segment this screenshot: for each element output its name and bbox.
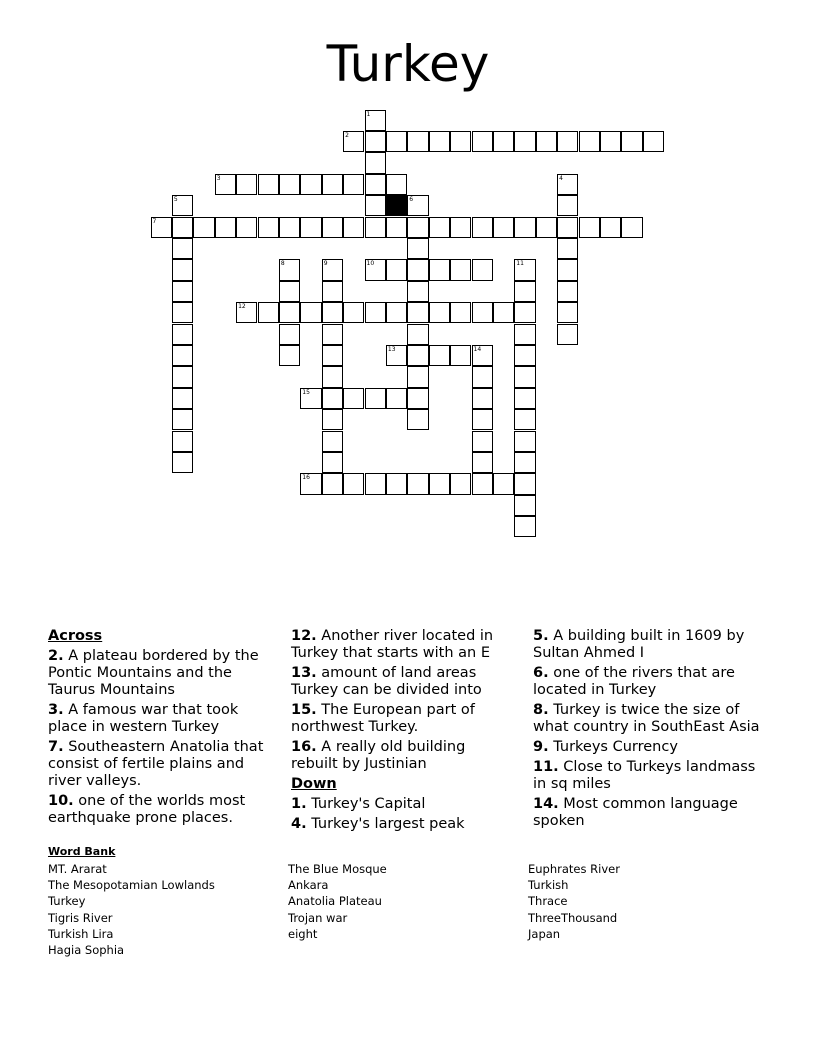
grid-cell[interactable] (300, 302, 321, 323)
grid-cell[interactable] (493, 473, 514, 494)
grid-cell[interactable] (343, 174, 364, 195)
word-bank-item: Ankara (288, 878, 329, 893)
grid-cell[interactable] (514, 409, 535, 430)
clue-number: 2 (345, 131, 349, 139)
grid-cell[interactable] (579, 217, 600, 238)
grid-cell[interactable] (365, 174, 386, 195)
grid-cell[interactable] (279, 345, 300, 366)
grid-cell[interactable] (514, 516, 535, 537)
grid-cell[interactable] (407, 131, 428, 152)
grid-cell[interactable] (429, 473, 450, 494)
grid-cell[interactable] (450, 217, 471, 238)
grid-cell[interactable] (450, 259, 471, 280)
grid-cell[interactable] (407, 366, 428, 387)
grid-cell[interactable] (450, 345, 471, 366)
grid-cell[interactable] (322, 281, 343, 302)
down-clue-4: 4. Turkey's largest peak (291, 816, 465, 832)
grid-cell[interactable] (557, 174, 578, 195)
grid-cell[interactable] (557, 281, 578, 302)
grid-cell[interactable] (514, 324, 535, 345)
grid-cell[interactable] (472, 409, 493, 430)
grid-cell[interactable] (279, 324, 300, 345)
across-clue-13: 13. amount of land areas Turkey can be divided into (291, 665, 482, 698)
down-clue-14: 14. Most common language spoken (533, 796, 738, 829)
grid-cell[interactable] (407, 217, 428, 238)
grid-cell[interactable] (557, 302, 578, 323)
grid-cell[interactable] (536, 217, 557, 238)
grid-cell[interactable] (322, 452, 343, 473)
grid-cell[interactable] (429, 345, 450, 366)
grid-cell[interactable] (343, 131, 364, 152)
grid-cell[interactable] (579, 131, 600, 152)
grid-cell[interactable] (386, 302, 407, 323)
grid-cell[interactable] (514, 217, 535, 238)
grid-cell[interactable] (514, 366, 535, 387)
grid-cell[interactable] (365, 131, 386, 152)
grid-cell[interactable] (386, 174, 407, 195)
word-bank-item: Hagia Sophia (48, 943, 125, 958)
grid-cell[interactable] (365, 388, 386, 409)
word-bank-item: Japan (528, 926, 561, 941)
grid-cell[interactable] (536, 131, 557, 152)
down-clue-6: 6. one of the rivers that are located in Turkey (533, 665, 735, 698)
grid-cell[interactable] (407, 473, 428, 494)
grid-cell[interactable] (215, 174, 236, 195)
clue-number: 3 (216, 174, 221, 182)
grid-cell[interactable] (407, 302, 428, 323)
clues-column-1 (48, 628, 276, 830)
grid-cell[interactable] (407, 324, 428, 345)
grid-cell[interactable] (365, 217, 386, 238)
grid-cell[interactable] (429, 131, 450, 152)
grid-cell[interactable] (557, 259, 578, 280)
word-bank-item: eight (288, 926, 318, 941)
grid-cell[interactable] (279, 217, 300, 238)
grid-cell[interactable] (407, 195, 428, 216)
clue-number: 14 (473, 345, 482, 353)
word-bank-item: Trojan war (288, 910, 348, 925)
across-clue-2: 2. A plateau bordered by the Pontic Mountains and the Taurus Mountains (48, 648, 259, 698)
grid-cell[interactable] (322, 324, 343, 345)
clues-column-2 (291, 628, 513, 836)
grid-cell[interactable] (236, 302, 257, 323)
grid-cell[interactable] (258, 174, 279, 195)
grid-cell[interactable] (172, 409, 193, 430)
grid-cell[interactable] (407, 281, 428, 302)
down-heading: Down (291, 776, 337, 792)
clues-column-3 (533, 628, 773, 833)
grid-cell[interactable] (172, 302, 193, 323)
grid-cell[interactable] (621, 131, 642, 152)
clue-number: 10 (366, 260, 375, 268)
word-bank-item: The Blue Mosque (288, 862, 387, 876)
down-clue-5: 5. A building built in 1609 by Sultan Ahmed I (533, 628, 745, 661)
word-bank-column-3 (528, 861, 620, 942)
grid-cell[interactable] (172, 217, 193, 238)
grid-cell[interactable] (279, 281, 300, 302)
grid-block-cell (386, 195, 407, 216)
grid-cell[interactable] (300, 174, 321, 195)
grid-cell[interactable] (514, 495, 535, 516)
grid-cell[interactable] (514, 388, 535, 409)
across-heading: Across (48, 628, 103, 644)
grid-cell[interactable] (172, 345, 193, 366)
grid-cell[interactable] (365, 302, 386, 323)
grid-cell[interactable] (514, 281, 535, 302)
grid-cell[interactable] (322, 366, 343, 387)
grid-cell[interactable] (621, 217, 642, 238)
grid-cell[interactable] (429, 259, 450, 280)
grid-cell[interactable] (557, 324, 578, 345)
grid-cell[interactable] (279, 302, 300, 323)
grid-cell[interactable] (493, 217, 514, 238)
grid-cell[interactable] (407, 238, 428, 259)
grid-cell[interactable] (322, 174, 343, 195)
grid-cell[interactable] (472, 431, 493, 452)
word-bank-item: The Mesopotamian Lowlands (48, 878, 215, 893)
grid-cell[interactable] (236, 174, 257, 195)
word-bank-item: MT. Ararat (48, 862, 107, 876)
grid-cell[interactable] (322, 345, 343, 366)
grid-cell[interactable] (343, 473, 364, 494)
clue-number: 15 (302, 388, 310, 396)
grid-cell[interactable] (322, 388, 343, 409)
word-bank-item: Tigris River (48, 910, 113, 925)
grid-cell[interactable] (514, 452, 535, 473)
grid-cell[interactable] (407, 345, 428, 366)
grid-cell[interactable] (386, 345, 407, 366)
grid-cell[interactable] (343, 217, 364, 238)
grid-cell[interactable] (172, 195, 193, 216)
grid-cell[interactable] (472, 259, 493, 280)
grid-cell[interactable] (172, 281, 193, 302)
grid-cell[interactable] (472, 217, 493, 238)
word-bank-item: ThreeThousand (528, 910, 618, 925)
grid-cell[interactable] (365, 152, 386, 173)
grid-cell[interactable] (407, 259, 428, 280)
grid-cell[interactable] (386, 217, 407, 238)
grid-cell[interactable] (429, 302, 450, 323)
down-clue-8: 8. Turkey is twice the size of what country in SouthEast Asia (533, 702, 760, 735)
down-clue-11: 11. Close to Turkeys landmass in sq miles (533, 759, 756, 792)
across-clue-10: 10. one of the worlds most earthquake prone places. (48, 793, 246, 826)
grid-cell[interactable] (557, 195, 578, 216)
grid-cell[interactable] (514, 131, 535, 152)
word-bank-title: Word Bank (48, 845, 116, 858)
grid-cell[interactable] (300, 388, 321, 409)
clue-number: 4 (559, 174, 563, 182)
grid-cell[interactable] (472, 388, 493, 409)
grid-cell[interactable] (279, 259, 300, 280)
word-bank-item: Euphrates River (528, 862, 620, 876)
grid-cell[interactable] (514, 431, 535, 452)
grid-cell[interactable] (258, 302, 279, 323)
grid-cell[interactable] (429, 217, 450, 238)
grid-cell[interactable] (322, 409, 343, 430)
grid-cell[interactable] (472, 366, 493, 387)
grid-cell[interactable] (472, 345, 493, 366)
grid-cell[interactable] (643, 131, 664, 152)
clue-number: 12 (238, 303, 246, 311)
grid-cell[interactable] (600, 131, 621, 152)
grid-cell[interactable] (343, 388, 364, 409)
grid-cell[interactable] (472, 473, 493, 494)
across-clue-7: 7. Southeastern Anatolia that consist of fertile plains and river valleys. (48, 739, 264, 789)
grid-cell[interactable] (472, 302, 493, 323)
grid-cell[interactable] (514, 302, 535, 323)
grid-cell[interactable] (386, 259, 407, 280)
clue-number: 11 (516, 260, 524, 268)
word-bank-item: Turkey (48, 894, 86, 909)
word-bank-item: Thrace (528, 894, 568, 909)
grid-cell[interactable] (322, 302, 343, 323)
grid-cell[interactable] (386, 388, 407, 409)
across-clue-16: 16. A really old building rebuilt by Justinian (291, 739, 466, 772)
grid-cell[interactable] (365, 259, 386, 280)
word-bank-column-1 (48, 861, 215, 958)
grid-cell[interactable] (151, 217, 172, 238)
grid-cell[interactable] (386, 473, 407, 494)
grid-cell[interactable] (493, 302, 514, 323)
grid-cell[interactable] (450, 473, 471, 494)
grid-cell[interactable] (322, 217, 343, 238)
grid-cell[interactable] (557, 131, 578, 152)
clue-number: 6 (409, 196, 414, 204)
clue-number: 9 (323, 260, 328, 268)
down-clue-1: 1. Turkey's Capital (291, 796, 426, 812)
grid-cell[interactable] (322, 473, 343, 494)
grid-cell[interactable] (322, 259, 343, 280)
clue-number: 8 (280, 260, 285, 268)
grid-cell[interactable] (514, 345, 535, 366)
word-bank-item: Turkish Lira (48, 926, 114, 941)
grid-cell[interactable] (600, 217, 621, 238)
across-clue-3: 3. A famous war that took place in western Turkey (48, 702, 239, 735)
grid-cell[interactable] (300, 473, 321, 494)
grid-cell[interactable] (514, 473, 535, 494)
grid-cell[interactable] (172, 324, 193, 345)
grid-cell[interactable] (172, 259, 193, 280)
grid-cell[interactable] (450, 131, 471, 152)
grid-cell[interactable] (365, 473, 386, 494)
grid-cell[interactable] (172, 431, 193, 452)
grid-cell[interactable] (407, 409, 428, 430)
clue-number: 16 (302, 474, 310, 482)
grid-cell[interactable] (343, 302, 364, 323)
grid-cell[interactable] (172, 452, 193, 473)
page-title: Turkey (326, 35, 490, 93)
grid-cell[interactable] (557, 217, 578, 238)
grid-cell[interactable] (279, 174, 300, 195)
grid-cell[interactable] (172, 238, 193, 259)
down-clue-9: 9. Turkeys Currency (533, 739, 678, 755)
grid-cell[interactable] (472, 452, 493, 473)
word-bank-item: Anatolia Plateau (288, 894, 382, 909)
grid-cell[interactable] (193, 217, 214, 238)
across-clue-15: 15. The European part of northwest Turkey. (291, 702, 475, 735)
grid-cell[interactable] (514, 259, 535, 280)
grid-cell[interactable] (215, 217, 236, 238)
grid-cell[interactable] (493, 131, 514, 152)
grid-cell[interactable] (557, 238, 578, 259)
grid-cell[interactable] (258, 217, 279, 238)
across-clue-12: 12. Another river located in Turkey that starts with an E (291, 628, 494, 661)
grid-cell[interactable] (236, 217, 257, 238)
word-bank-column-2 (288, 861, 387, 942)
grid-cell[interactable] (300, 217, 321, 238)
grid-cell[interactable] (472, 131, 493, 152)
grid-cell[interactable] (172, 366, 193, 387)
grid-cell[interactable] (322, 431, 343, 452)
clue-number: 7 (152, 217, 157, 225)
clue-number: 13 (387, 345, 396, 353)
grid-cell[interactable] (386, 131, 407, 152)
grid-cell[interactable] (365, 195, 386, 216)
grid-cell[interactable] (450, 302, 471, 323)
grid-cell[interactable] (172, 388, 193, 409)
clue-number: 5 (173, 196, 178, 204)
word-bank-item: Turkish (528, 878, 569, 893)
clue-number: 1 (366, 110, 371, 118)
grid-cell[interactable] (407, 388, 428, 409)
grid-cell[interactable] (365, 110, 386, 131)
